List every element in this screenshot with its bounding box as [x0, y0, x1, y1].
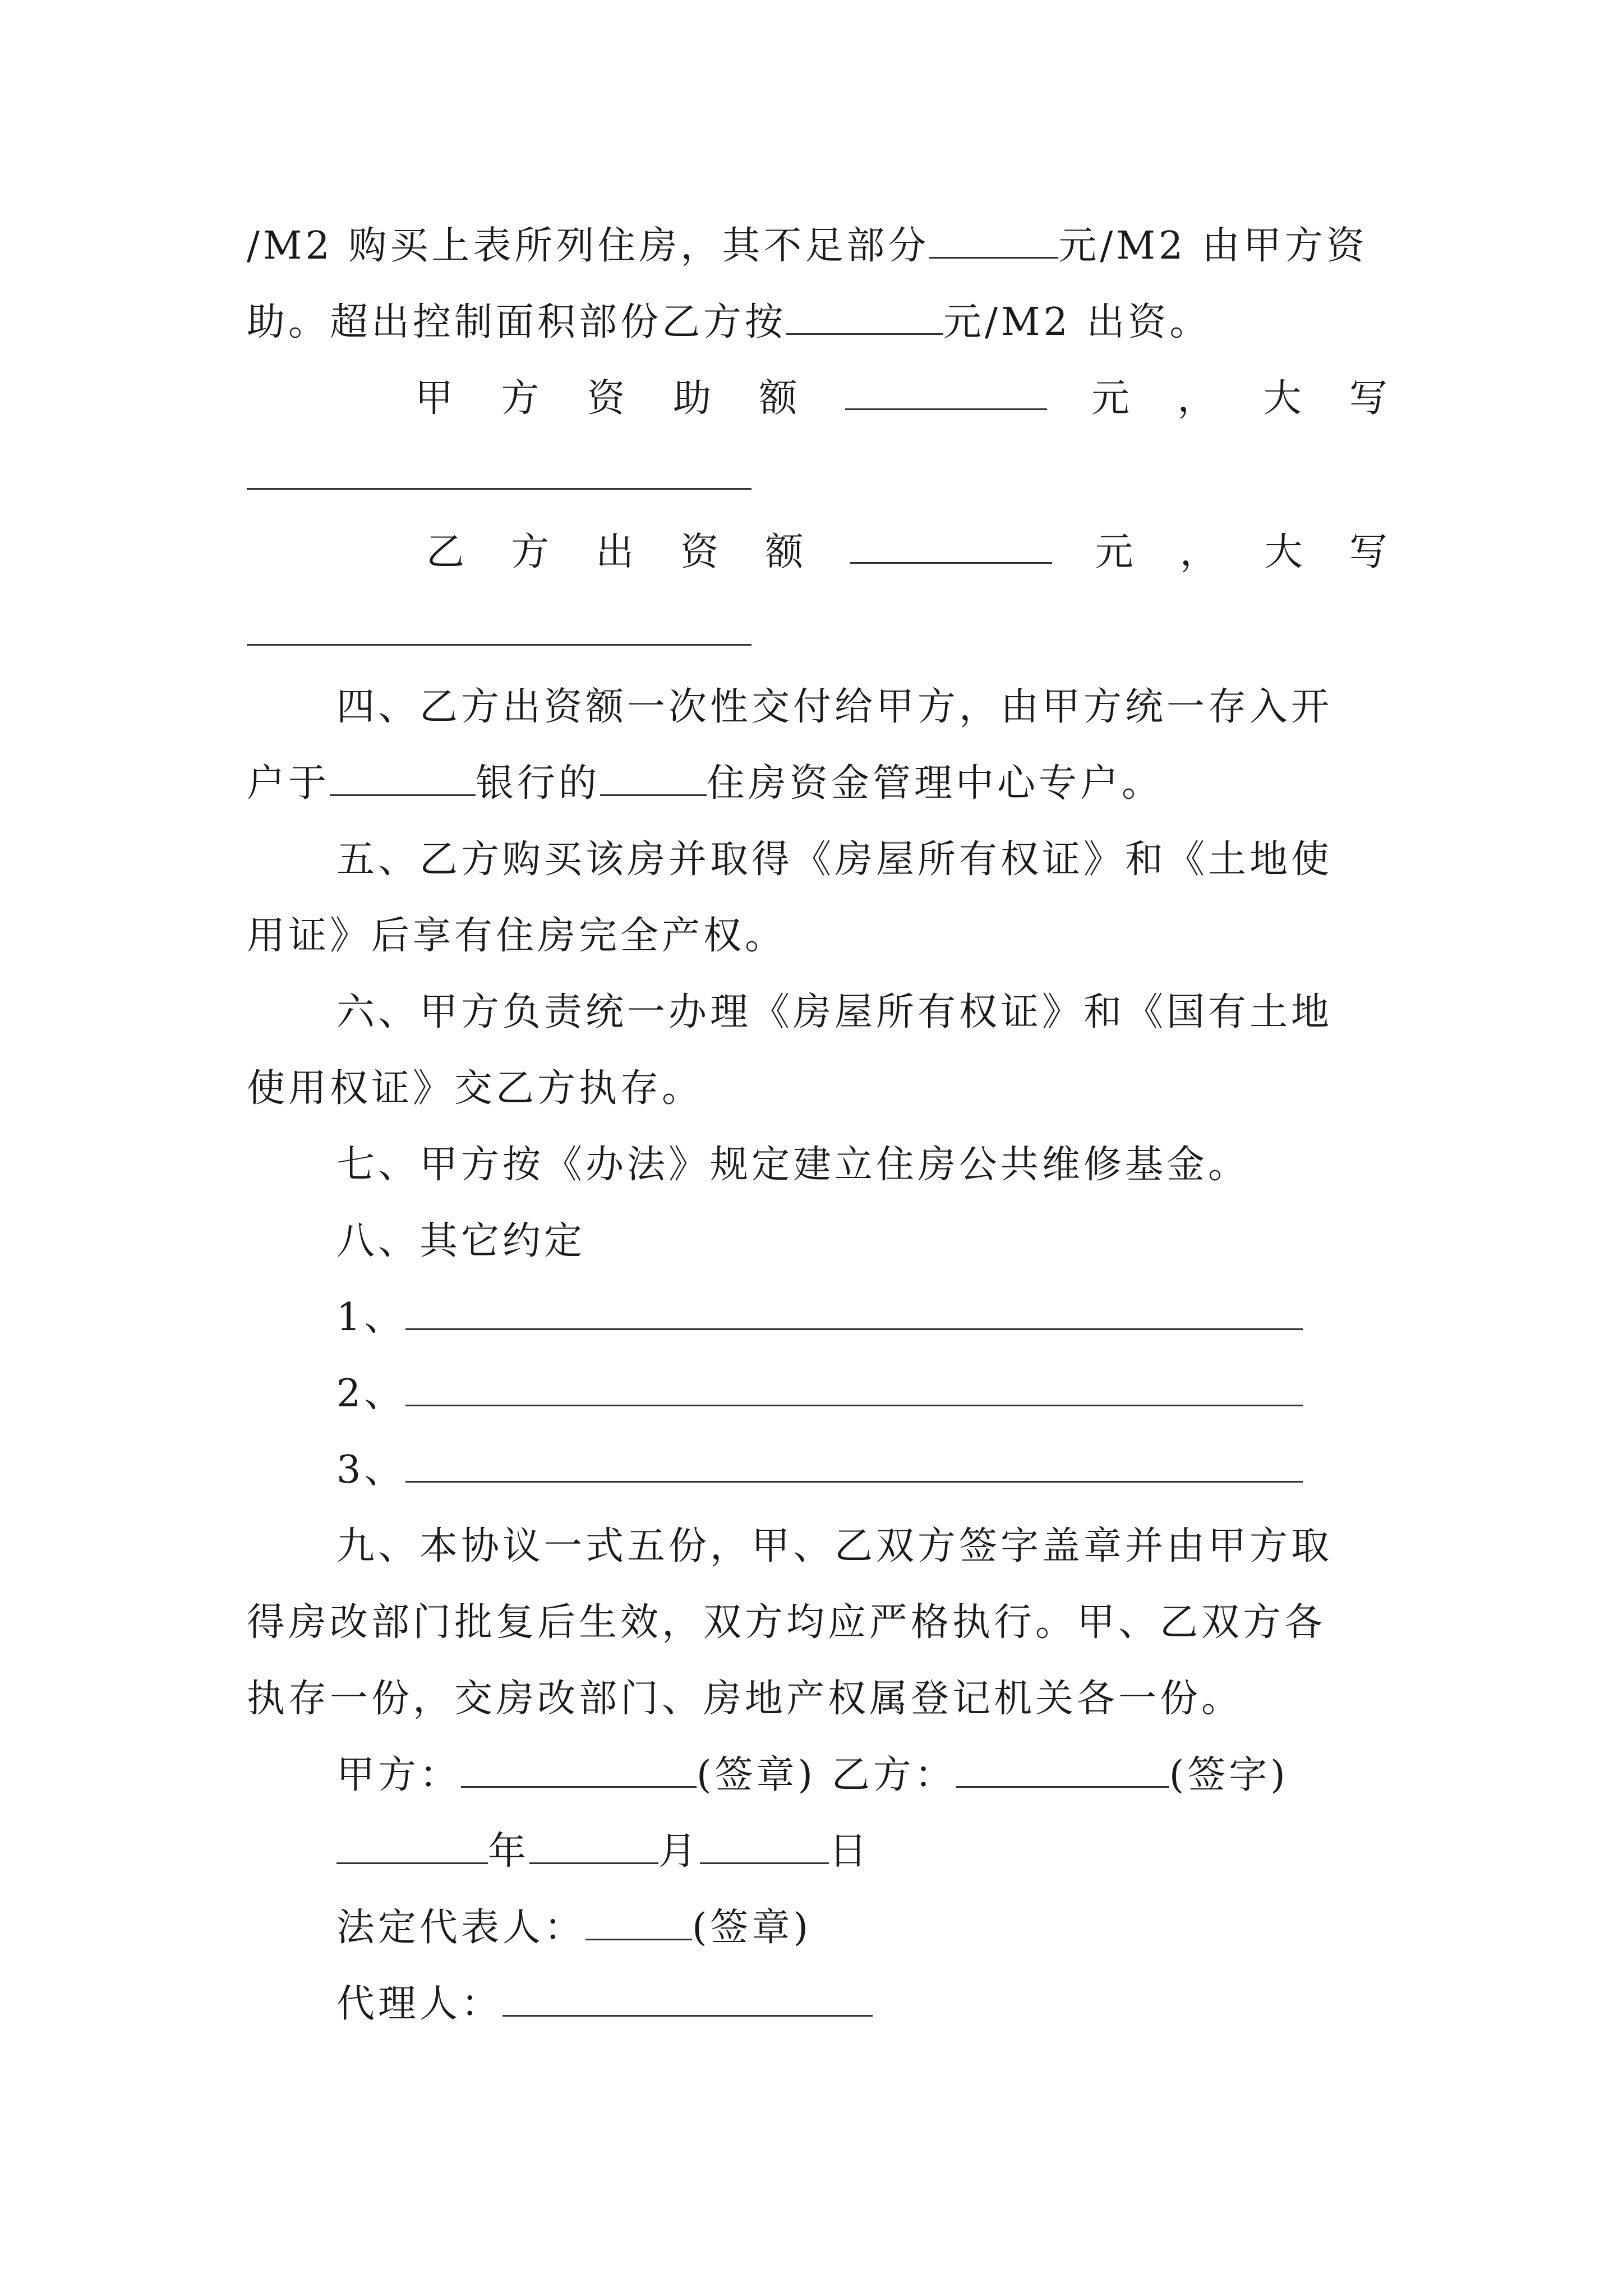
fill-blank	[461, 1746, 697, 1788]
text: 额	[765, 530, 807, 574]
text-line-17: 得房改部门批复后生效，双方均应严格执行。甲、乙双方各	[247, 1600, 1326, 1645]
text: /M2 购买上表所列住房，其不足部分	[247, 224, 930, 268]
text-line-15	[336, 1439, 1481, 1501]
text-line-8: 用证》后享有住房完全产权。	[247, 914, 787, 958]
text: 写	[1349, 376, 1391, 421]
text: 元	[1095, 530, 1137, 574]
fill-blank	[600, 754, 707, 796]
text: 年	[488, 1829, 530, 1874]
fill-blank	[585, 1898, 692, 1940]
text-line-4	[426, 522, 1391, 583]
text: ，	[1177, 376, 1219, 421]
text-line-5: 四、乙方出资额一次性交付给甲方，由甲方统一存入开	[336, 685, 1333, 729]
text: 方	[511, 530, 553, 574]
text: 元/M2 出资。	[943, 300, 1211, 344]
text-line-2	[247, 292, 1391, 353]
text: 出	[596, 530, 638, 574]
signature-line-parties	[336, 1745, 1481, 1806]
text: 大	[1263, 376, 1305, 421]
text: 方	[501, 376, 543, 421]
text-line-9: 六、甲方负责统一办理《房屋所有权证》和《国有土地	[336, 990, 1333, 1034]
text: 住房资金管理中心专户。	[707, 761, 1164, 806]
fill-blank-long	[247, 644, 751, 646]
fill-blank	[956, 1746, 1169, 1788]
text: 额	[759, 376, 801, 421]
fill-blank	[529, 1822, 658, 1864]
text-line-14	[336, 1363, 1481, 1425]
text: ，	[1179, 530, 1221, 574]
text: 助。超出控制面积部份乙方按	[247, 300, 787, 344]
text: 写	[1349, 530, 1391, 574]
fill-blank	[850, 522, 1052, 564]
text: 法定代表人：	[336, 1906, 586, 1950]
text-line-12: 八、其它约定	[336, 1219, 586, 1263]
fill-blank	[502, 1975, 873, 2017]
text-line-1	[247, 215, 1391, 277]
fill-blank-long	[247, 488, 751, 490]
text: 元	[1091, 376, 1133, 421]
text-line-18: 执存一份，交房改部门、房地产权属登记机关各一份。	[247, 1677, 1243, 1721]
text: 大	[1264, 530, 1306, 574]
text-line-16: 九、本协议一式五份，甲、乙双方签字盖章并由甲方取	[336, 1524, 1333, 1568]
fill-blank	[929, 217, 1058, 259]
text-line-7: 五、乙方购买该房并取得《房屋所有权证》和《土地使	[336, 838, 1333, 882]
text: 元/M2 由甲方资	[1058, 224, 1368, 268]
fill-blank	[786, 293, 943, 335]
text: 乙	[426, 530, 468, 574]
agent-line	[336, 1973, 1481, 2035]
text-line-6	[247, 753, 1391, 815]
text: (签字)	[1169, 1753, 1289, 1797]
text-line-13	[336, 1287, 1481, 1349]
fill-blank	[336, 1822, 488, 1864]
text: (签章) 乙方：	[697, 1753, 956, 1797]
text-line-3	[415, 368, 1391, 430]
fill-blank	[845, 368, 1047, 410]
text: 资	[587, 376, 629, 421]
text: 3、	[336, 1448, 406, 1492]
text: 甲方：	[336, 1753, 462, 1797]
fill-blank	[405, 1441, 1303, 1483]
text: 日	[829, 1829, 871, 1874]
fill-blank	[700, 1822, 829, 1864]
fill-blank	[405, 1364, 1303, 1406]
text: 代理人：	[336, 1982, 503, 2026]
legal-representative-line	[336, 1897, 1481, 1959]
text: 1、	[336, 1295, 406, 1340]
text: 甲	[415, 376, 457, 421]
fill-blank	[405, 1288, 1303, 1330]
fill-blank	[330, 754, 476, 796]
date-line	[336, 1821, 1481, 1883]
text-line-11: 七、甲方按《办法》规定建立住房公共维修基金。	[336, 1143, 1250, 1187]
text: 银行的	[476, 761, 601, 806]
text: 2、	[336, 1372, 406, 1416]
text: 资	[680, 530, 722, 574]
text: (签章)	[692, 1906, 812, 1950]
text: 助	[672, 376, 714, 421]
text: 户于	[247, 761, 330, 806]
text-line-10: 使用权证》交乙方执存。	[247, 1066, 704, 1111]
text: 月	[658, 1829, 700, 1874]
